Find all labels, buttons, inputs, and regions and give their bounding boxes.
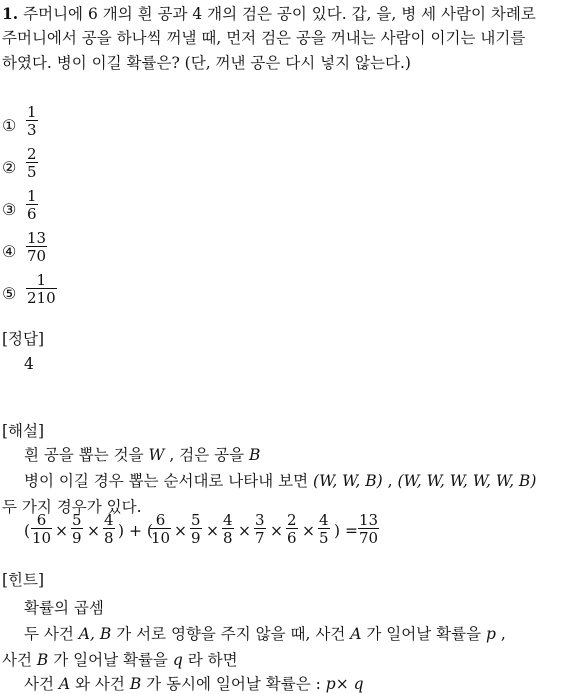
question-line-2: 주머니에서 공을 하나씩 꺼낼 때, 먼저 검은 공을 꺼내는 사람이 이기는 내기를 [2,29,526,47]
times-sign: × [335,675,349,693]
fraction: $\frac{4}{5}$ [319,511,329,547]
var-p: p [325,675,336,693]
var-b: B [249,446,261,464]
hint-heading: [힌트] [2,571,45,589]
var-q: q [353,675,364,693]
times-sign: × [206,522,219,540]
var-a: A [350,625,362,643]
question-line-3: 하였다. 병이 이길 확률은? (단, 꺼낸 공은 다시 넣지 않는다.) [2,54,411,72]
option-fraction [26,104,38,138]
solution-line-3: 두 가지 경우가 있다. [2,498,142,516]
denominator: 210 [27,289,56,307]
fraction: $\frac{6}{10}$ [151,511,171,547]
times-sign: × [55,522,68,540]
fraction: $\frac{5}{9}$ [72,511,82,547]
var-ab: A, B [78,625,112,643]
hint-line-3: 사건 A 와 사건 B 가 동시에 일어날 확률은 : p× q [24,675,364,693]
option-fraction [26,230,47,264]
var-p: p [486,625,496,643]
numerator: 13 [27,229,47,247]
numerator: 2 [27,145,37,163]
option-fraction [26,188,38,222]
sequence-2: (W, W, W, W, W, B) [397,472,537,490]
paren-open: ( [24,522,31,540]
separator: , [387,472,393,490]
var-b: B [36,651,49,669]
solution-text: 병이 이길 경우 뽑는 순서대로 나타내 보면 [24,472,309,490]
times-sign: × [87,522,100,540]
denominator: 6 [27,205,37,223]
fraction: $\frac{4}{8}$ [104,511,114,547]
fraction: $\frac{6}{10}$ [32,511,52,547]
solution-text: , 검은 공을 [169,446,245,464]
close-plus: ) + ( [118,522,153,540]
result-fraction: $\frac{13}{70}$ [359,511,379,547]
numerator: 1 [27,103,37,121]
hint-title: 확률의 곱셈 [24,599,104,617]
question-line-1 [2,2,536,26]
numerator: 1 [36,271,47,289]
answer-heading: [정답] [2,330,45,348]
answer-value: 4 [24,355,34,373]
hint-line-2: 사건 B 가 일어날 확률을 q 라 하면 [2,651,238,669]
var-a: A [58,675,71,693]
option-marker: ④ [2,242,17,261]
var-q: q [172,651,183,669]
times-sign: × [238,522,251,540]
fraction: $\frac{2}{6}$ [287,511,297,547]
solution-line-2 [24,469,536,491]
times-sign: × [174,522,187,540]
hint-line-1: 두 사건 A, B 가 서로 영향을 주지 않을 때, 사건 A 가 일어날 확률을 p , [24,625,506,643]
solution-equation [24,512,384,554]
option-marker: ① [2,116,17,135]
fraction: $\frac{5}{9}$ [191,511,201,547]
var-b: B [129,675,142,693]
close-equals: ) = [334,522,358,540]
option-fraction [26,272,57,306]
fraction: $\frac{3}{7}$ [255,511,265,547]
times-sign: × [270,522,283,540]
numerator: 1 [27,187,37,205]
denominator: 3 [27,121,37,139]
solution-text: 흰 공을 뽑는 것을 [24,446,144,464]
option-marker: ③ [2,200,17,219]
denominator: 70 [27,247,47,265]
fraction: $\frac{4}{8}$ [223,511,233,547]
var-w: W [148,446,165,464]
question-text-1: 주머니에 6 개의 흰 공과 4 개의 검은 공이 있다. 갑, 을, 병 세 사람이 차례로 [23,5,536,23]
times-sign: × [302,522,315,540]
option-fraction [26,146,38,180]
denominator: 5 [27,163,37,181]
solution-line-1 [24,443,260,465]
option-marker: ⑤ [2,284,17,303]
question-number: 1. [2,4,19,23]
solution-heading: [해설] [2,422,45,440]
option-marker: ② [2,158,17,177]
sequence-1: (W, W, B) [313,472,383,490]
